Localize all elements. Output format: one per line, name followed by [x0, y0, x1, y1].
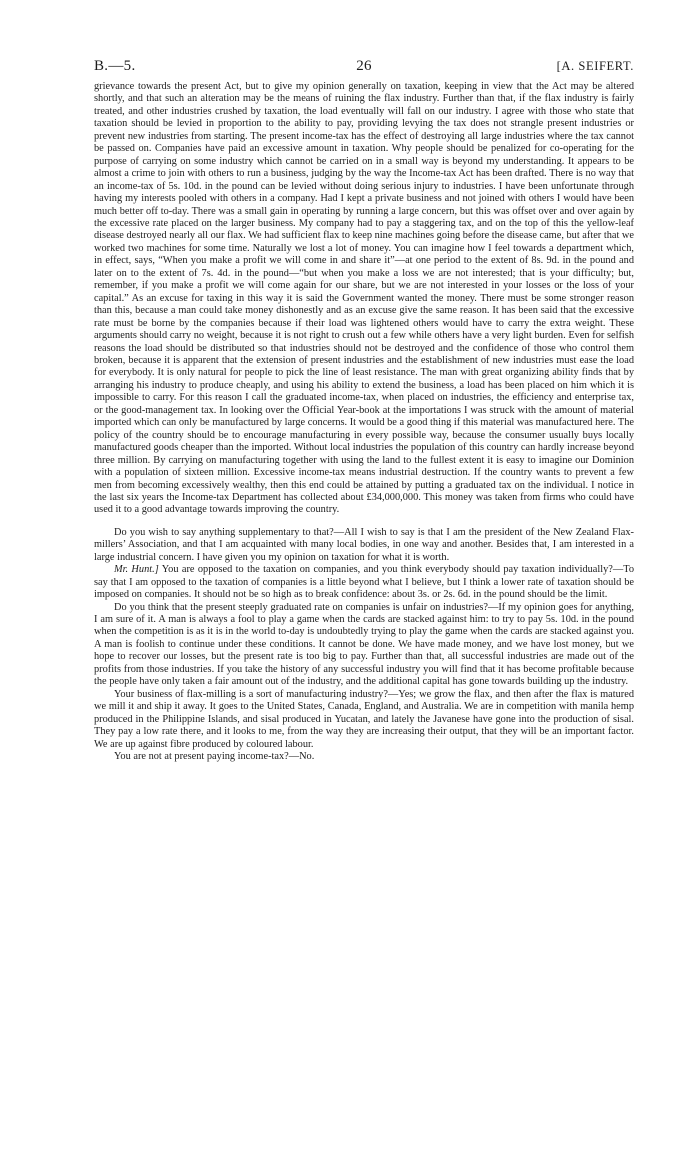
parliamentary-paper-reference: B.—5.	[94, 58, 136, 74]
question-answer-paragraph: Do you wish to say anything supplementary to that?—All I wish to say is that I am the president of the New Zealand Flax-millers’ Association, and that I am acquainted with many local bodies, in one way and another. Besides that, I am interested in a large industrial concern. I have given you my opinion on taxation for what it is worth.	[94, 526, 634, 563]
page-number: 26	[356, 58, 372, 74]
page-header	[94, 58, 634, 75]
question-answer-paragraph: Do you think that the present steeply graduated rate on companies is unfair on industries?—If my opinion goes for anything, I am sure of it. A man is always a fool to play a game when the cards are stacked against him: to try to pay 5s. 10d. in the pound when the competition is as it is in the world to-day is undoubtedly trying to play the game when the cards are stacked against you. A man is foolish to continue under these conditions. It cannot be done. We have made money, and we have lost money, but we hope to recover our losses, but the present rate is too big to pay. Further than that, all successful industries are made out of the profits from those industries. If you take the history of any successful industry you will find that it has become profitable because the people have only taken a fair amount out of the industry, and the additional capital has gone towards building up the industry.	[94, 601, 634, 688]
question-answer-paragraph	[94, 564, 634, 601]
statement-paragraph: grievance towards the present Act, but to give my opinion generally on taxation, keeping in view that the Act may be altered shortly, and that such an alteration may be the means of ruining the flax industry. Further than that, if the flax industry is fairly treated, and other industries crushed by taxation, the load eventually will fall on our industry. I agree with those who state that taxation should be levied in proportion to the ability to pay, providing levying the tax does not strangle present industries or prevent new industries from starting. The present income-tax has the effect of destroying all large industries where the tax cannot be passed on. Companies have paid an excessive amount in taxation. Why people should be penalized for co-operating for the purpose of carrying on some industry which cannot be carried on in a small way is beyond my understanding. It appears to be almost a crime to join with others to run a business, judging by the way the Income-tax Act has been drafted. There is no way that an income-tax of 5s. 10d. in the pound can be levied without doing serious injury to industries. I have been unfortunate through having my interests pooled with others in a company. Had I kept a private business and not joined with others I would have been much better off to-day. There was a small gain in operating by running a large concern, but this was offset over and over again by the excessive rate placed on the larger business. My company had to pay a staggering tax, and on the top of this the yellow-leaf disease destroyed nearly all our flax. We had sufficient flax to keep nine machines going before the disease came, but after that we worked two machines for some time. Naturally we lost a lot of money. You can imagine how I feel towards a department which, in effect, says, “When you make a profit we will come in and share it”—at one period to the extent of 8s. 9d. in the pound and later on to the extent of 7s. 4d. in the pound—“but when you make a loss we are not interested; that is your difficulty; but, remember, if you make a profit we will come again for our share, but we are not interested in your losses or the loss of your capital.” As an excuse for taxing in this way it is said the Government wanted the money. There must be some stronger reason than this, because a man could take money dishonestly and as an excuse give the same reason. It has been said that the excessive rate must be borne by the companies because if their load was lightened others would have to carry the extra weight. These arguments should carry no weight, because it is not right to crush out a few while others have a very light burden. Even for selfish reasons the load should be distributed so that industries should not be destroyed and the confidence of those who control them broken, because it is apparent that the extension of present industries and the establishment of new industries must ease the load for everybody. It is only natural for people to pick the line of least resistance. The man with great organizing ability finds that by arranging his industry to produce cheaply, and using his ability to extend the business, a load has been placed on him which it is impossible to carry. For this reason I call the graduated income-tax, when placed on industries, the efficiency and enterprise tax, or the good-management tax. In looking over the Official Year-book at the importations I was struck with the amount of material imported which can only be manufactured by large concerns. It would be a good thing if this material was manufactured here. The policy of the country should be to encourage manufacturing in every possible way, because the consumer usually buys locally manufactured goods cheaper than the imported. Without local industries the population of this country can hardly increase beyond three million. By carrying on manufacturing together with using the land to the fullest extent it is easy to imagine our Dominion with a population of sixteen million. Excessive income-tax means industrial destruction. If the country wants to prevent a few men from becoming excessively wealthy, then this end could be attained by putting a graduated tax on the individual. I notice in the last six years the Income-tax Department has collected about £34,000,000. This money was taken from firms who could have used it to a good advantage towards improving the country.	[94, 81, 634, 516]
document-body	[94, 81, 634, 763]
question-answer-text: You are opposed to the taxation on companies, and you think everybody should pay taxation individually?—To say that I am opposed to the taxation of companies is a little beyond what I believe, but I think a lower rate of taxation should be imposed on companies. It should not be so high as to break confidence: about 3s. or 2s. 6d. in the pound should be the limit.	[94, 564, 635, 601]
witness-name: [A. SEIFERT.	[556, 59, 634, 73]
speaker-prefix: Mr. Hunt.]	[114, 564, 159, 576]
question-answer-paragraph: You are not at present paying income-tax?—No.	[114, 751, 315, 763]
question-answer-paragraph: Your business of flax-milling is a sort of manufacturing industry?—Yes; we grow the flax, and then after the flax is matured we mill it and ship it away. It goes to the United States, Canada, England, and Australia. We are in competition with manila hemp produced in the Philippine Islands, and sisal produced in Yucatan, and lately the Javanese have gone into the production of sisal. They pay a low rate there, and it looks to me, from the way they are increasing their output, that they will be an important factor. We are up against fibre produced by coloured labour.	[94, 688, 634, 750]
